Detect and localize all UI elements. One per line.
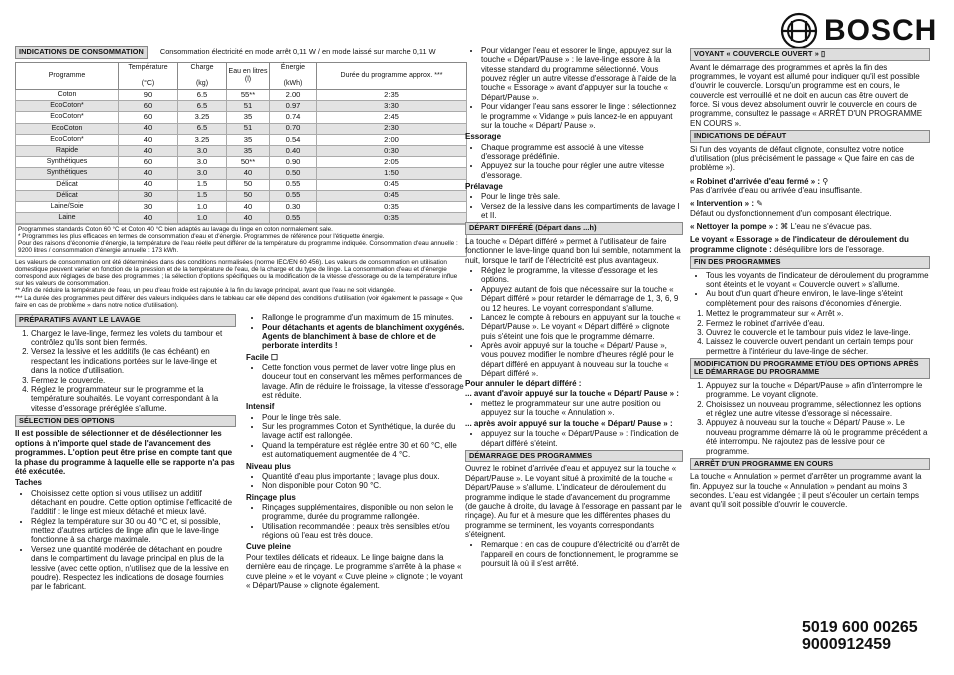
table-cell: EcoCoton*: [16, 112, 119, 123]
cuve-title: Cuve pleine: [246, 542, 291, 552]
arret-text: La touche « Annulation » permet d'arrêter un programme avant la fin. Appuyez sur la touche « Annulation » pendant au moins 3 secondes. L'eau est vidangée ; il peut s'écouler un certain temps avant qu'il soit possible d'ouvrir le couvercle.: [690, 472, 922, 510]
table-cell: 40: [119, 123, 178, 134]
table-cell: 0:35: [317, 213, 467, 224]
differe-intro: La touche « Départ différé » permet à l'utilisateur de faire fonctionner le lave-linge quand bon lui semble, notamment la nuit, lorsque le tarif de l'électricité est plus avantageux.: [465, 237, 681, 265]
modification-heading: MODIFICATION DU PROGRAMME ET/OU DES OPTIONS APRÈS LE DÉMARRAGE DU PROGRAMME: [690, 358, 930, 379]
table-cell: 0.70: [270, 123, 317, 134]
col-temp: Température (°C): [119, 62, 178, 90]
table-cell: 40: [119, 146, 178, 157]
table-cell: 60: [119, 101, 178, 112]
essorage-title: Essorage: [465, 132, 502, 142]
table-cell: 40: [119, 179, 178, 190]
table-cell: 1.5: [178, 179, 227, 190]
table-cell: 51: [227, 101, 270, 112]
table-cell: 35: [227, 112, 270, 123]
table-cell: 40: [119, 213, 178, 224]
brand-name: BOSCH: [824, 14, 938, 48]
table-cell: 6.5: [178, 123, 227, 134]
demarrage-remarque: • Remarque : en cas de coupure d'électricité ou d'arrêt de l'appareil en cours de fonctionnement, le programme se poursuit là où il s'est arrêté.: [481, 540, 683, 568]
table-cell: 55**: [227, 90, 270, 101]
table-cell: 3.0: [178, 157, 227, 168]
table-row: [16, 112, 467, 123]
intensif-list: • Pour le linge très sale. • Sur les programmes Coton et Synthétique, la durée du lavage actif est rallongée. • Quand la température est réglée entre 30 et 60 °C, elle est automatiquement augmentée de 4 °C.: [246, 413, 467, 460]
table-cell: 0.40: [270, 146, 317, 157]
column-right: VOYANT « COUVERCLE OUVERT » ▯ Avant le démarrage des programmes et après la fin des programmes, le voyant est allumé pour indiquer qu'il est possible d'ouvrir le couvercle. Lorsqu'un programme est en cours, le couvercle est verrouillé et ne doit en aucun cas être ouvert de force. Si vous devez absolument ouvrir le couvercle en cours de programme, consultez le passage « ARRÊT D'UN PROGRAMME EN COURS ». INDICATIONS DE DÉFAUT Si l'un des voyants de défaut clignote, consultez votre notice d'utilisation (plus précisément le passage « Que faire en cas de problème »). « Robinet d'arrivée d'eau fermé » : ⚲ Pas d'arrivée d'eau ou arrivée d'eau insuffisante. « Intervention » : ✎ Défaut ou dysfonctionnement d'un composant électrique. « Nettoyer la pompe » : ⌘ L'eau ne s'évacue pas. Le voyant « Essorage » de l'indicateur de déroulement du programme clignote : déséquilibre lors de l'essorage. FIN DES PROGRAMMES • Tous les voyants de l'indicateur de déroulement du programme sont éteints et le voyant « Couvercle ouvert » s'allume. • Au bout d'un quart d'heure environ, le lave-linge s'éteint complètement pour des raisons d'économies d'énergie. 1. Mettez le programmateur sur « Arrêt ». 2. Fermez le robinet d'arrivée d'eau. 3. Ouvrez le couvercle et le tambour puis videz le lave-linge. 4. Laissez le couvercle ouvert pendant un certain temps pour permettre à l'intérieur du lave-linge de sécher. MODIFICATION DU PROGRAMME ET/OU DES OPTIONS APRÈS LE DÉMARRAGE DU PROGRAMME 1. Appuyez sur la touche « Départ/Pause » afin d'interrompre le programme. Le voyant clignote. 2. Choisissez un nouveau programme, sélectionnez les options et réglez une autre vitesse d'essorage si nécessaire. 3. Appuyez à nouveau sur la touche « Départ/ Pause ». Le nouveau programme démarre là où le programme précédent a été interrompu. Ne rajoutez pas de lessive pour ce programme. ARRÊT D'UN PROGRAMME EN COURS La touche « Annulation » permet d'arrêter un programme avant la fin. Appuyez sur la touche « Annulation » pendant au moins 3 secondes. L'eau est vidangée ; il peut s'écouler un certain temps avant qu'il soit possible d'ouvrir le couvercle.: [690, 46, 930, 511]
table-cell: Coton: [16, 90, 119, 101]
table-cell: 0.90: [270, 157, 317, 168]
table-cell: 3.25: [178, 134, 227, 145]
differe-list: • Réglez le programme, la vitesse d'essorage et les options. • Appuyez autant de fois que nécessaire sur la touche « Départ différé » pour retarder le démarrage de 1, 3, 6, 9 ou 12 heures. Le voyant correspondant s'allume. • Lancez le compte à rebours en appuyant sur la touche « Départ/Pause ». Le voyant « Départ différé » clignote puis s'éteint une fois que le programme démarre. • Après avoir appuyé sur la touche « Départ/ Pause », vous pouvez modifier le nombre d'heures réglé pour le départ différé en appuyant à nouveau sur la touche « Départ différé ».: [465, 266, 683, 378]
wrench-icon: ✎: [756, 199, 763, 209]
table-row: [16, 157, 467, 168]
pump-icon: ⌘: [780, 222, 789, 232]
table-cell: 40: [119, 168, 178, 179]
consumption-footnotes: Programmes standards Coton 60 °C et Coton 40 °C bien adaptés au lavage du linge en coton normalement sale. * Programmes les plus efficaces en termes de consommation d'eau et d'énergie. Programmes de référence pour l'étiquette énergie. Pour des raisons d'économie d'énergie, la température de l'eau réelle peut différer de la température du programme indiquée. Consommation d'eau annuelle : 9200 litres / consommation d'énergie annuelle : 173 kWh.: [15, 224, 467, 256]
table-cell: 6.5: [178, 101, 227, 112]
table-cell: 0.54: [270, 134, 317, 145]
annuler-a: ... avant d'avoir appuyé sur la touche « Départ/ Pause » :: [465, 388, 679, 398]
table-cell: 40: [227, 168, 270, 179]
table-cell: EcoCoton*: [16, 134, 119, 145]
prelavage-title: Prélavage: [465, 182, 503, 192]
facile-title: Facile ☐: [246, 352, 279, 362]
table-row: [16, 134, 467, 145]
vidange-list: • Pour vidanger l'eau et essorer le linge, appuyez sur la touche « Départ/Pause » : le lave-linge essore à la vitesse standard du programme sélectionné. Vous pouvez régler un autre vitesse d'essorage à l'aide de la touche « Essorage » avant d'appuyer sur la touche « Départ/Pause ». • Pour vidanger l'eau sans essorer le linge : sélectionnez le programme « Vidange » puis lancez-le en appuyant sur la touche « Départ/ Pause ».: [465, 46, 683, 130]
part-numbers: 5019 600 00265 9000912459: [802, 619, 918, 653]
table-cell: 0.74: [270, 112, 317, 123]
taches-cont: • Rallonge le programme d'un maximum de 15 minutes. • Pour détachants et agents de blanchiment oxygénés. Agents de blanchiment à base de chlore et de perborate interdits !: [246, 313, 467, 350]
table-cell: 2:45: [317, 112, 467, 123]
table-cell: 50**: [227, 157, 270, 168]
column-left: [15, 46, 467, 593]
table-cell: 1.0: [178, 213, 227, 224]
table-row: [16, 168, 467, 179]
table-cell: 35: [227, 146, 270, 157]
table-cell: 6.5: [178, 90, 227, 101]
bosch-armature-icon: [780, 12, 818, 50]
options-heading: SÉLECTION DES OPTIONS: [15, 415, 236, 428]
col-charge: Charge (kg): [178, 62, 227, 90]
defaut-heading: INDICATIONS DE DÉFAUT: [690, 130, 930, 143]
niveau-title: Niveau plus: [246, 461, 291, 471]
col-programme: Programme: [16, 62, 119, 90]
column-middle: • Pour vidanger l'eau et essorer le linge, appuyez sur la touche « Départ/Pause » : le lave-linge essore à la vitesse standard du programme sélectionné. Vous pouvez régler un autre vitesse d'essorage à l'aide de la touche « Essorage » avant d'appuyer sur la touche « Départ/Pause ». • Pour vidanger l'eau sans essorer le linge : sélectionnez le programme « Vidange » puis lancez-le en appuyant sur la touche « Départ/ Pause ». Essorage • Chaque programme est associé à une vitesse d'essorage prédéfinie. • Appuyez sur la touche pour régler une autre vitesse d'essorage. Prélavage • Pour le linge très sale. • Versez de la lessive dans les compartiments de lavage I et II. DÉPART DIFFÉRÉ (Départ dans ...h) La touche « Départ différé » permet à l'utilisateur de faire fonctionner le lave-linge quand bon lui semble, notamment la nuit, lorsque le tarif de l'électricité est plus avantageux. • Réglez le programme, la vitesse d'essorage et les options. • Appuyez autant de fois que nécessaire sur la touche « Départ différé » pour retarder le démarrage de 1, 3, 6, 9 ou 12 heures. Le voyant correspondant s'allume. • Lancez le compte à rebours en appuyant sur la touche « Départ/Pause ». Le voyant « Départ différé » clignote puis s'éteint une fois que le programme démarre. • Après avoir appuyé sur la touche « Départ/ Pause », vous pouvez modifier le nombre d'heures réglé pour le départ différé en appuyant à nouveau sur la touche « Départ différé ». Pour annuler le départ différé : ... avant d'avoir appuyé sur la touche « Départ/ Pause » : • mettez le programmateur sur une autre position ou appuyez sur la touche « Annulation ». ... après avoir appuyé sur la touche « Départ/ Pause » : • appuyez sur la touche « Départ/Pause » : l'indication de départ différé s'éteint. DÉMARRAGE DES PROGRAMMES Ouvrez le robinet d'arrivée d'eau et appuyez sur la touche « Départ/Pause ». Le voyant situé à proximité de la touche « Départ/Pause » s'allume. L'indicateur de déroulement du programme indique le stade d'avancement du programme (de gauche à droite, du lavage à l'essorage en passant par le rinçage). Au fur et à mesure que les différentes phases du programme se terminent, les voyants correspondants s'éteignent. • Remarque : en cas de coupure d'électricité ou d'arrêt de l'appareil en cours de fonctionnement, le programme se poursuit là où il s'est arrêté.: [465, 46, 683, 569]
left-subcolumn: [15, 312, 236, 592]
table-row: [16, 146, 467, 157]
options-intro: Il est possible de sélectionner et de désélectionner les options à n'importe quel stade de l'avancement des programmes. L'option peut être prise en compte tant que la phase du programme à laquelle elle se rapporte n'a pas été exécutée.: [15, 429, 235, 476]
table-row: [16, 179, 467, 190]
table-cell: 1.5: [178, 190, 227, 201]
table-cell: 3.0: [178, 146, 227, 157]
prelavage-list: • Pour le linge très sale. • Versez de la lessive dans les compartiments de lavage I et II.: [465, 192, 683, 220]
table-row: [16, 123, 467, 134]
table-row: [16, 190, 467, 201]
table-cell: 0:30: [317, 146, 467, 157]
differe-heading: DÉPART DIFFÉRÉ (Départ dans ...h): [465, 222, 683, 235]
table-cell: Synthétiques: [16, 168, 119, 179]
table-cell: Laine: [16, 213, 119, 224]
table-cell: Délicat: [16, 190, 119, 201]
demarrage-text: Ouvrez le robinet d'arrivée d'eau et appuyez sur la touche « Départ/Pause ». Le voyant situé à proximité de la touche « Départ/Pause » s'allume. L'indicateur de déroulement du programme indique le stade d'avancement du programme (de gauche à droite, du lavage à l'essorage en passant par le rinçage). Au fur et à mesure que les différentes phases du programme se terminent, les voyants correspondants s'éteignent.: [465, 464, 682, 539]
table-cell: 0.50: [270, 168, 317, 179]
brand-logo: [780, 12, 937, 50]
preparatifs-heading: PRÉPARATIFS AVANT LE LAVAGE: [15, 314, 236, 327]
table-cell: 2:05: [317, 157, 467, 168]
table-cell: 1:50: [317, 168, 467, 179]
table-cell: 51: [227, 123, 270, 134]
table-cell: EcoCoton: [16, 123, 119, 134]
consumption-notes: Les valeurs de consommation ont été déterminées dans des conditions normalisées (norme IEC/EN 60 456). Les valeurs de consommation en utilisation domestique peuvent varier en fonction de la pression et de la température de l'eau, de la charge et du type de linge. La consommation d'eau et d'énergie correspond aux réglages de base des programmes ; la sélection d'options spécifiques ou la modification de la vitesse d'essorage ou de la température influe sur les valeurs de consommation. ** Afin de réduire la température de l'eau, un peu d'eau froide est rajoutée à la fin du lavage principal, avant que l'eau ne soit vidangée. *** La durée des programmes peut différer des valeurs indiquées dans le tableau car elle dépend des conditions d'utilisation (voir également le passage « Que faire en cas de problème » dans notre notice d'utilisation).: [15, 258, 463, 309]
col-energie: Énergie (kWh): [270, 62, 317, 90]
table-cell: 2:35: [317, 90, 467, 101]
rincage-title: Rinçage plus: [246, 492, 296, 502]
taches-list: • Choisissez cette option si vous utilisez un additif détachant en poudre. Cette option optimise l'efficacité de l'additif : le linge est mieux détaché et mieux lavé. • Réglez la température sur 30 ou 40 °C et, si possible, mettez d'autres articles de linge afin que le lave-linge fonctionne à sa charge maximale. • Versez une quantité modérée de détachant en poudre dans le compartiment du lavage principal en plus de la lessive (avec cette option, n'utilisez que de la lessive en poudre). Respectez les indications de dosage fournies par le fabricant.: [15, 489, 236, 592]
table-cell: 0.55: [270, 190, 317, 201]
cuve-text: Pour textiles délicats et rideaux. Le linge baigne dans la dernière eau de rinçage. Le programme s'arrête à la phase « cuve pleine » et le voyant « Cuve pleine » clignote ; le voyant « Départ/Pause » clignote également.: [246, 552, 463, 590]
table-row: [16, 201, 467, 212]
taches-title: Taches: [15, 478, 42, 488]
right-subcolumn: • Rallonge le programme d'un maximum de 15 minutes. • Pour détachants et agents de blanchiment oxygénés. Agents de blanchiment à base de chlore et de perborate interdits ! Facile ☐ • Cette fonction vous permet de laver votre linge plus en douceur tout en conservant les mêmes performances de lavage. Afin de réduire le froissage, la vitesse d'essorage est réduite. Intensif • Pour le linge très sale. • Sur les programmes Coton et Synthétique, la durée du lavage actif est rallongée. • Quand la température est réglée entre 30 et 60 °C, elle est automatiquement augmentée de 4 °C. Niveau plus • Quantité d'eau plus importante ; lavage plus doux. • Non disponible pour Coton 90 °C. Rinçage plus • Rinçages supplémentaires, disponible ou non selon le programme, durée du programme rallongée. • Utilisation recommandée : peaux très sensibles et/ou régions où l'eau est très douce. Cuve pleine Pour textiles délicats et rideaux. Le linge baigne dans la dernière eau de rinçage. Le programme s'arrête à la phase « cuve pleine » et le voyant « Cuve pleine » clignote ; le voyant « Départ/Pause » clignote également.: [246, 312, 467, 592]
modification-steps: 1. Appuyez sur la touche « Départ/Pause » afin d'interrompre le programme. Le voyant clignote. 2. Choisissez un nouveau programme, sélectionnez les options et réglez une autre vitesse d'essorage si nécessaire. 3. Appuyez à nouveau sur la touche « Départ/ Pause ». Le nouveau programme démarre là où le programme précédent a été interrompu. Ne rajoutez pas de lessive pour ce programme.: [690, 381, 930, 456]
table-row: [16, 90, 467, 101]
table-cell: 3.0: [178, 168, 227, 179]
col-duree: Durée du programme approx. ***: [317, 62, 467, 90]
table-cell: 40: [227, 201, 270, 212]
table-cell: 90: [119, 90, 178, 101]
table-cell: Synthétiques: [16, 157, 119, 168]
tap-icon: ⚲: [822, 176, 829, 186]
annuler-b: ... après avoir appuyé sur la touche « Départ/ Pause » :: [465, 418, 673, 428]
voyant-heading: VOYANT « COUVERCLE OUVERT » ▯: [690, 48, 930, 61]
table-cell: 30: [119, 190, 178, 201]
table-cell: 40: [227, 213, 270, 224]
fin-heading: FIN DES PROGRAMMES: [690, 256, 930, 269]
arret-heading: ARRÊT D'UN PROGRAMME EN COURS: [690, 458, 930, 471]
table-cell: Rapide: [16, 146, 119, 157]
table-cell: 0.55: [270, 179, 317, 190]
table-cell: Délicat: [16, 179, 119, 190]
table-cell: 60: [119, 157, 178, 168]
annuler-title: Pour annuler le départ différé :: [465, 379, 582, 389]
table-cell: 0.55: [270, 213, 317, 224]
fin-bullets: • Tous les voyants de l'indicateur de déroulement du programme sont éteints et le voyant « Couvercle ouvert » s'allume. • Au bout d'un quart d'heure environ, le lave-linge s'éteint complètement pour des raisons d'économies d'énergie.: [690, 271, 930, 308]
table-cell: 0:45: [317, 179, 467, 190]
table-cell: 3.25: [178, 112, 227, 123]
facile-icon: ☐: [270, 352, 279, 362]
table-cell: 2.00: [270, 90, 317, 101]
table-cell: 0.97: [270, 101, 317, 112]
table-row: [16, 213, 467, 224]
preparatifs-steps: 1. Chargez le lave-linge, fermez les volets du tambour et contrôlez qu'ils sont bien fermés. 2. Versez la lessive et les additifs (le cas échéant) en respectant les indications portées sur le lave-linge et dans la notice d'utilisation. 3. Fermez le couvercle. 4. Réglez le programmateur sur le programme et la température souhaités. Le voyant correspondant à la vitesse d'essorage préréglée s'allume.: [15, 329, 236, 413]
lid-icon: ▯: [821, 49, 826, 58]
table-cell: 30: [119, 201, 178, 212]
voyant-text: Avant le démarrage des programmes et après la fin des programmes, le voyant est allumé pour indiquer qu'il est possible d'ouvrir le couvercle. Lorsqu'un programme est en cours, le couvercle est verrouillé et ne doit en aucun cas être ouvert de force. Si vous devez absolument ouvrir le couvercle en cours de programme, consultez le passage « ARRÊT D'UN PROGRAMME EN COURS ».: [690, 62, 923, 128]
niveau-list: • Quantité d'eau plus importante ; lavage plus doux. • Non disponible pour Coton 90 °C.: [246, 472, 467, 491]
table-row: [16, 101, 467, 112]
table-cell: 2:00: [317, 134, 467, 145]
table-cell: 1.0: [178, 201, 227, 212]
table-cell: 50: [227, 179, 270, 190]
table-cell: 3:30: [317, 101, 467, 112]
table-cell: 60: [119, 112, 178, 123]
table-cell: 0:35: [317, 201, 467, 212]
defaut-intro: Si l'un des voyants de défaut clignote, consultez votre notice d'utilisation (plus précisément le passage « Que faire en cas de problème »).: [690, 144, 915, 173]
col-eau: Eau en litres (l): [227, 62, 270, 90]
rincage-list: • Rinçages supplémentaires, disponible ou non selon le programme, durée du programme rallongée. • Utilisation recommandée : peaux très sensibles et/ou régions où l'eau est très douce.: [246, 503, 467, 540]
standby-note: Consommation électricité en mode arrêt 0,11 W / en mode laissé sur marche 0,11 W: [159, 46, 436, 56]
demarrage-heading: DÉMARRAGE DES PROGRAMMES: [465, 450, 683, 463]
table-cell: 0:45: [317, 190, 467, 201]
essorage-list: • Chaque programme est associé à une vitesse d'essorage prédéfinie. • Appuyez sur la touche pour régler une autre vitesse d'essorage.: [465, 143, 683, 180]
table-cell: Laine/Soie: [16, 201, 119, 212]
consumption-table: [15, 62, 467, 225]
table-cell: 0.30: [270, 201, 317, 212]
table-cell: 35: [227, 134, 270, 145]
table-cell: EcoCoton*: [16, 101, 119, 112]
table-cell: 50: [227, 190, 270, 201]
table-cell: 2:30: [317, 123, 467, 134]
intensif-title: Intensif: [246, 402, 275, 412]
table-cell: 40: [119, 134, 178, 145]
fin-steps: 1. Mettez le programmateur sur « Arrêt ». 2. Fermez le robinet d'arrivée d'eau. 3. Ouvrez le couvercle et le tambour puis videz le lave-linge. 4. Laissez le couvercle ouvert pendant un certain temps pour permettre à l'intérieur du lave-linge de sécher.: [690, 309, 930, 356]
consumption-heading: INDICATIONS DE CONSOMMATION: [15, 46, 148, 59]
